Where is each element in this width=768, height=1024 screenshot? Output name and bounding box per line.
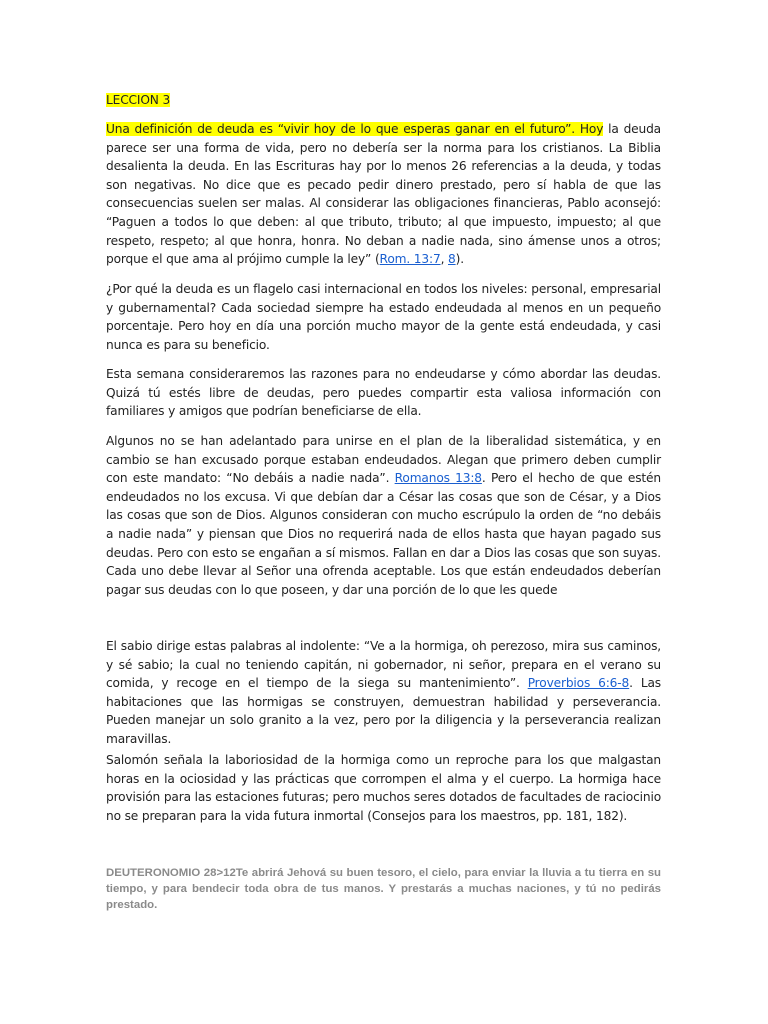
paragraph-solomon: Salomón señala la laboriosidad de la hormiga como un reproche para los que malgastan horas en la ociosidad y las prácticas que corrompen el alma y el cuerpo. La hormiga hace provisión para las estaciones futuras; pero muchos seres dotados de facultades de raciocinio no se preparan para la vida futura inmortal (Consejos para los maestros, pp. 181, 182).: [106, 753, 661, 823]
link-proverbios-6-6-8[interactable]: Proverbios 6:6-8: [527, 676, 630, 691]
paragraph-this-week: Esta semana consideraremos las razones para no endeudarse y cómo abordar las deudas. Quizá tú estés libre de deudas, pero puedes compartir esta valiosa información con familiares y amigos que podrían beneficiarse de ella.: [106, 367, 661, 419]
separator-text: ,: [440, 252, 449, 267]
paragraph-text: . Pero el hecho de que estén endeudados no los excusa. Vi que debían dar a César las cosas que son de César, y a Dios las cosas que son de Dios. Algunos consideran con mucho escrúpulo la orden de “no debáis a nadie nada” y piensan que Dios no requerirá nada de ellos hasta que hayan pagado sus deudas. Pero con esto se engañan a sí mismos. Fallan en dar a Dios las cosas que son suyas. Cada uno debe llevar al Señor una ofrenda aceptable. Los que están endeudados deberían pagar sus deudas con lo que poseen, y dar una porción de lo que les quede: [106, 471, 661, 597]
deuteronomy-footer-note: DEUTERONOMIO 28>12Te abrirá Jehová su buen tesoro, el cielo, para enviar la lluvia a tu tierra en su tiempo, y para bendecir toda obra de tus manos. Y prestarás a muchas naciones, y tú no pedirás prestado.: [106, 867, 661, 911]
paragraph-text: la deuda parece ser una forma de vida, pero no debería ser la norma para los cristianos. La Biblia desalienta la deuda. En las Escrituras hay por lo menos 26 referencias a la deuda, y todas son negativas. No dice que es pecado pedir dinero prestado, pero sí habla de que las consecuencias suelen ser malas. Al considerar las obligaciones financieras, Pablo aconsejó: “Paguen a todos lo que deben: al que tributo, tributo; al que impuesto, impuesto; al que respeto, respeto; al que honra, honra. No deban a nadie nada, sino ámense unos a otros; porque el que ama al prójimo cumple la ley” (: [106, 122, 661, 267]
paragraph-text: El sabio dirige estas palabras al indolente: “Ve a la hormiga, oh perezoso, mira sus caminos, y sé sabio; la cual no teniendo capitán, ni gobernador, ni señor, prepara en el verano su comida, y recoge en el tiempo de la siega su mantenimiento”.: [106, 639, 661, 691]
paragraph-definition: [106, 120, 661, 269]
title-highlight: LECCION 3: [106, 93, 171, 107]
link-rom-13-8[interactable]: 8: [448, 252, 456, 267]
link-romanos-13-8[interactable]: Romanos 13:8: [394, 471, 482, 486]
definition-highlight: Una definición de deuda es “vivir hoy de lo que esperas ganar en el futuro”. Hoy: [106, 122, 604, 136]
paragraph-end-text: ).: [455, 252, 464, 267]
paragraph-text: Algunos no se han adelantado para unirse en el plan de la liberalidad sistemática, y en cambio se han excusado porque estaban endeudados. Alegan que primero deben cumplir con este mandato: “No debáis a nadie nada”.: [106, 434, 661, 486]
paragraph-systematic-giving: [106, 432, 661, 599]
paragraph-text: . Las habitaciones que las hormigas se construyen, demuestran habilidad y perseverancia. Pueden manejar un solo granito a la vez, pero por la diligencia y la perseverancia realizan maravillas.: [106, 676, 661, 746]
paragraph-debt-plague: ¿Por qué la deuda es un flagelo casi internacional en todos los niveles: personal, empresarial y gubernamental? Cada sociedad siempre ha estado endeudada al menos en un pequeño porcentaje. Pero hoy en día una porción mucho mayor de la gente está endeudada, y casi nunca es para su beneficio.: [106, 282, 661, 352]
paragraph-ant: [106, 637, 661, 749]
lesson-title: [106, 91, 170, 110]
link-rom-13-7[interactable]: Rom. 13:7: [379, 252, 441, 267]
